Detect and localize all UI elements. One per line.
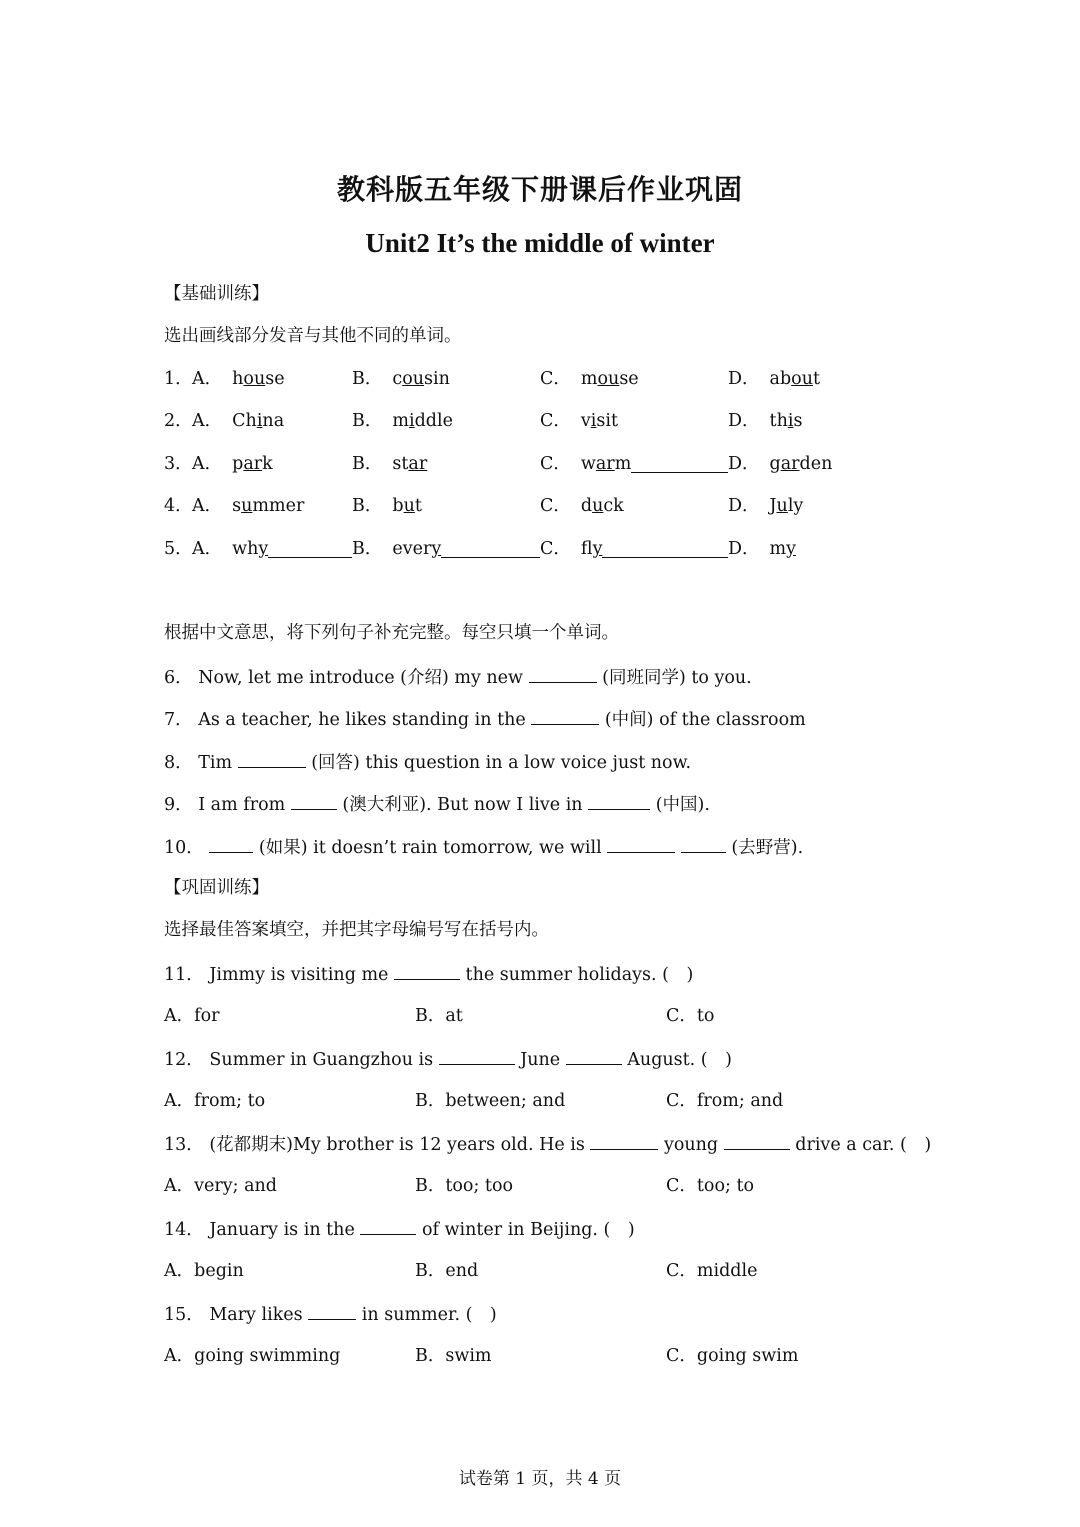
option-word: every [392, 539, 442, 559]
underlined-sound: ou [597, 369, 620, 389]
answer-blank [394, 961, 460, 980]
option-letter: D． [728, 539, 760, 559]
phonics-option [728, 452, 832, 476]
question-text: Mary likes [209, 1305, 309, 1325]
option-letter: B． [352, 496, 383, 516]
choice-question [164, 1301, 497, 1327]
question-number: 15． [164, 1305, 210, 1325]
choice-option: C．middle [666, 1261, 758, 1281]
phonics-option [352, 537, 441, 561]
answer-blank [590, 1131, 658, 1150]
choice-question [164, 1046, 732, 1072]
option-word: park [232, 454, 273, 474]
option-letter: C． [540, 411, 571, 431]
section-heading-consolidate: 【巩固训练】 [164, 878, 269, 898]
answer-blank [308, 1301, 356, 1320]
question-text: I am from [198, 795, 291, 815]
option-letter: D． [728, 411, 760, 431]
phonics-question [164, 452, 924, 476]
underlined-sound: u [592, 496, 604, 516]
option-word: middle [392, 411, 453, 431]
phonics-option [192, 409, 284, 433]
question-text: drive a car. ( ) [789, 1135, 932, 1155]
option-word: but [392, 496, 422, 516]
choice-question [164, 1216, 635, 1242]
choice-options [164, 1344, 864, 1368]
answer-blank [209, 834, 253, 853]
phonics-option [192, 494, 304, 518]
phonics-option [540, 367, 639, 391]
question-text: Tim [198, 753, 238, 773]
option-letter: A． [192, 411, 223, 431]
question-text: (中国). [650, 795, 710, 815]
phonics-option [192, 452, 273, 476]
choice-option: B．between; and [415, 1091, 566, 1111]
answer-blank [238, 749, 306, 768]
phonics-option [352, 494, 422, 518]
phonics-option [728, 494, 803, 518]
page-footer: 试卷第 1 页，共 4 页 [458, 1469, 622, 1489]
choice-options [164, 1004, 864, 1028]
option-letter: C． [540, 454, 571, 474]
question-number: 4． [164, 496, 193, 516]
phonics-option [728, 537, 796, 561]
option-letter: B． [352, 454, 383, 474]
phonics-option [540, 494, 624, 518]
option-word: star [392, 454, 428, 474]
answer-blank [529, 664, 597, 683]
underlined-sound: ou [791, 369, 813, 389]
option-word: mouse [580, 369, 639, 389]
question-text: (中间) of the classroom [599, 710, 806, 730]
question-text: (同班同学) to you. [596, 668, 752, 688]
question-number: 14． [164, 1220, 210, 1240]
option-letter: C． [540, 369, 571, 389]
phonics-option [728, 367, 820, 391]
phonics-question [164, 409, 924, 433]
question-text: of winter in Beijing. ( ) [416, 1220, 635, 1240]
option-letter: B． [352, 369, 383, 389]
choice-question [164, 961, 693, 987]
question-number: 6． [164, 668, 199, 688]
option-word: visit [580, 411, 619, 431]
question-number: 10． [164, 838, 210, 858]
option-word: why [232, 539, 269, 559]
option-word: July [769, 496, 804, 516]
option-letter: A． [192, 369, 223, 389]
choice-options [164, 1089, 864, 1113]
answer-blank [268, 539, 352, 558]
choice-option: A．from; to [164, 1091, 266, 1111]
answer-blank [441, 539, 540, 558]
question-text: January is in the [209, 1220, 361, 1240]
underlined-sound: y [431, 539, 442, 559]
option-letter: A． [192, 496, 223, 516]
underlined-sound: u [776, 496, 788, 516]
answer-blank [588, 791, 650, 810]
answer-blank [531, 706, 599, 725]
question-text: (澳大利亚). But now I live in [336, 795, 589, 815]
phonics-option [540, 409, 618, 433]
answer-blank [566, 1046, 622, 1065]
question-number: 5． [164, 539, 193, 559]
question-text: August. ( ) [621, 1050, 732, 1070]
phonics-question [164, 494, 924, 518]
phonics-question [164, 537, 924, 561]
question-number: 11． [164, 965, 210, 985]
phonics-option [540, 537, 602, 561]
option-letter: A． [192, 539, 223, 559]
section-instruction-fill: 根据中文意思，将下列句子补充完整。每空只填一个单词。 [164, 623, 619, 643]
phonics-option [352, 367, 450, 391]
underlined-sound: u [241, 496, 253, 516]
option-word: my [769, 539, 797, 559]
choice-question [164, 1131, 931, 1157]
option-letter: C． [540, 539, 571, 559]
question-number: 3． [164, 454, 193, 474]
question-text: (花都期末)My brother is 12 years old. He is [209, 1135, 591, 1155]
choice-options [164, 1174, 864, 1198]
option-word: summer [232, 496, 305, 516]
option-letter: B． [352, 539, 383, 559]
question-number: 8． [164, 753, 199, 773]
choice-option: B．too; too [415, 1176, 514, 1196]
fill-question [164, 749, 691, 775]
phonics-option [192, 367, 285, 391]
section-heading-basic: 【基础训练】 [164, 284, 269, 304]
answer-blank [291, 791, 337, 810]
option-word: garden [769, 454, 833, 474]
section-instruction-phonics: 选出画线部分发音与其他不同的单词。 [164, 326, 462, 346]
answer-blank [607, 834, 675, 853]
question-text: (去野营). [725, 838, 804, 858]
underlined-sound: i [590, 411, 597, 431]
choice-options [164, 1259, 864, 1283]
phonics-question [164, 367, 924, 391]
option-letter: C． [540, 496, 571, 516]
question-text: young [658, 1135, 724, 1155]
option-word: about [769, 369, 821, 389]
option-letter: D． [728, 454, 760, 474]
question-number: 1． [164, 369, 193, 389]
option-word: fly [580, 539, 603, 559]
underlined-sound: ar [243, 454, 263, 474]
fill-question [164, 664, 752, 690]
choice-option: A．for [164, 1006, 220, 1026]
phonics-option [728, 409, 802, 433]
underlined-sound: ou [243, 369, 266, 389]
choice-option: C．going swim [666, 1346, 799, 1366]
question-number: 9． [164, 795, 199, 815]
question-text: As a teacher, he likes standing in the [198, 710, 532, 730]
question-number: 12． [164, 1050, 210, 1070]
option-letter: D． [728, 369, 760, 389]
question-text: Summer in Guangzhou is [209, 1050, 439, 1070]
option-word: this [769, 411, 803, 431]
answer-blank [724, 1131, 790, 1150]
underlined-sound: u [403, 496, 415, 516]
question-number: 7． [164, 710, 199, 730]
question-text: in summer. ( ) [356, 1305, 497, 1325]
phonics-option [352, 409, 453, 433]
question-text: (回答) this question in a low voice just now. [305, 753, 692, 773]
answer-blank [631, 454, 728, 473]
option-word: China [232, 411, 285, 431]
answer-blank [681, 834, 726, 853]
choice-option: B．at [415, 1006, 463, 1026]
fill-question [164, 791, 710, 817]
choice-option: A．begin [164, 1261, 244, 1281]
underlined-sound: y [258, 539, 269, 559]
answer-blank [439, 1046, 515, 1065]
question-text: June [514, 1050, 566, 1070]
question-number: 13． [164, 1135, 210, 1155]
choice-option: C．from; and [666, 1091, 784, 1111]
underlined-sound: ar [595, 454, 615, 474]
underlined-sound: ou [402, 369, 424, 389]
choice-option: C．too; to [666, 1176, 755, 1196]
option-word: house [232, 369, 285, 389]
choice-option: C．to [666, 1006, 715, 1026]
choice-option: B．end [415, 1261, 479, 1281]
choice-option: A．very; and [164, 1176, 277, 1196]
phonics-option [540, 452, 631, 476]
option-word: cousin [392, 369, 450, 389]
underlined-sound: i [256, 411, 263, 431]
option-letter: B． [352, 411, 383, 431]
question-text: Jimmy is visiting me [209, 965, 394, 985]
option-letter: D． [728, 496, 760, 516]
fill-question [164, 706, 806, 732]
underlined-sound: y [786, 539, 797, 559]
phonics-option [192, 537, 268, 561]
page-title: 教科版五年级下册课后作业巩固 [336, 173, 743, 206]
question-text: the summer holidays. ( ) [459, 965, 694, 985]
option-letter: A． [192, 454, 223, 474]
option-word: duck [580, 496, 624, 516]
section-instruction-choice: 选择最佳答案填空，并把其字母编号写在括号内。 [164, 920, 549, 940]
underlined-sound: y [592, 539, 603, 559]
question-text: Now, let me introduce (介绍) my new [198, 668, 529, 688]
choice-option: B．swim [415, 1346, 492, 1366]
underlined-sound: i [787, 411, 794, 431]
option-word: warm [580, 454, 632, 474]
question-text: (如果) it doesn’t rain tomorrow, we will [253, 838, 608, 858]
underlined-sound: ar [780, 454, 800, 474]
unit-subtitle: Unit2 It’s the middle of winter [365, 228, 715, 258]
fill-question [164, 834, 803, 860]
choice-option: A．going swimming [164, 1346, 341, 1366]
phonics-option [352, 452, 427, 476]
answer-blank [602, 539, 728, 558]
answer-blank [360, 1216, 416, 1235]
question-number: 2． [164, 411, 193, 431]
underlined-sound: i [408, 411, 415, 431]
underlined-sound: ar [408, 454, 428, 474]
